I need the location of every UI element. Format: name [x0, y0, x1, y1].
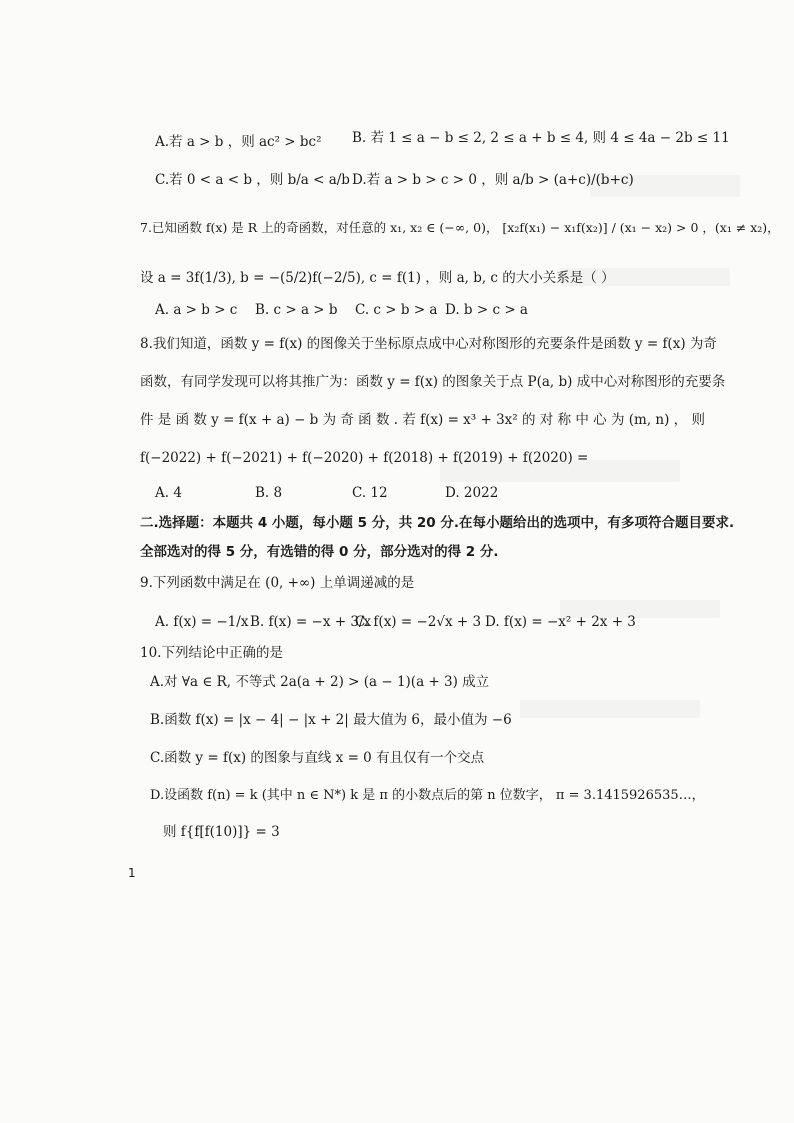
q10-option-d-line1: D.设函数 f(n) = k (其中 n ∈ N*) k 是 π 的小数点后的第 n 位数字， π = 3.1415926535…，	[150, 788, 705, 803]
q7-stem-line2: 设 a = 3f(1/3), b = −(5/2)f(−2/5), c = f(1) ，则 a, b, c 的大小关系是（ ）	[140, 270, 615, 286]
q9-option-a: A. f(x) = −1/x	[155, 614, 249, 630]
q7-stem-line1: 7.已知函数 f(x) 是 R 上的奇函数，对任意的 x₁, x₂ ∈ (−∞, 0)， [x₂f(x₁) − x₁f(x₂)] / (x₁ − x₂) > 0 ，(x₁ ≠ x₂)，	[140, 220, 780, 235]
q7-option-b: B. c > a > b	[255, 302, 338, 318]
q6-option-b: B. 若 1 ≤ a − b ≤ 2, 2 ≤ a + b ≤ 4, 则 4 ≤ 4a − 2b ≤ 11	[352, 130, 730, 146]
section-2-instructions-line1: 二.选择题：本题共 4 小题，每小题 5 分，共 20 分.在每小题给出的选项中，有多项符合题目要求.	[140, 515, 735, 531]
q8-stem-line2: 函数，有同学发现可以将其推广为：函数 y = f(x) 的图象关于点 P(a, b) 成中心对称图形的充要条	[140, 374, 726, 390]
q8-stem-line1: 8.我们知道，函数 y = f(x) 的图像关于坐标原点成中心对称图形的充要条件是函数 y = f(x) 为奇	[140, 336, 717, 352]
q8-option-c: C. 12	[352, 485, 388, 501]
q9-option-d: D. f(x) = −x² + 2x + 3	[485, 614, 636, 630]
q10-option-d-line2: 则 f{f[f(10)]} = 3	[163, 824, 280, 840]
q6-option-a: A.若 a > b ，则 ac² > bc²	[155, 134, 322, 150]
q6-option-c: C.若 0 < a < b ，则 b/a < a/b	[155, 172, 350, 188]
scan-shadow	[520, 700, 700, 718]
page-number: 1	[128, 866, 136, 880]
q7-option-a: A. a > b > c	[155, 302, 238, 318]
q10-option-c: C.函数 y = f(x) 的图象与直线 x = 0 有且仅有一个交点	[150, 750, 485, 766]
q8-option-d: D. 2022	[445, 485, 499, 501]
q8-option-a: A. 4	[155, 485, 182, 501]
q10-option-a: A.对 ∀a ∈ R, 不等式 2a(a + 2) > (a − 1)(a + 3) 成立	[150, 674, 490, 690]
q8-option-b: B. 8	[255, 485, 283, 501]
section-2-instructions-line2: 全部选对的得 5 分，有选错的得 0 分，部分选对的得 2 分.	[140, 544, 499, 560]
q6-option-d: D.若 a > b > c > 0 ，则 a/b > (a+c)/(b+c)	[352, 172, 634, 188]
q7-option-c: C. c > b > a	[355, 302, 438, 318]
q9-stem: 9.下列函数中满足在 (0, +∞) 上单调递减的是	[140, 575, 415, 591]
q10-stem: 10.下列结论中正确的是	[140, 645, 283, 661]
q8-stem-line3: 件 是 函 数 y = f(x + a) − b 为 奇 函 数 . 若 f(x) = x³ + 3x² 的 对 称 中 心 为 (m, n) ， 则	[140, 412, 705, 428]
q9-option-b: B. f(x) = −x + 3/x	[250, 614, 372, 630]
q7-option-d: D. b > c > a	[445, 302, 528, 318]
q8-stem-line4: f(−2022) + f(−2021) + f(−2020) + f(2018) + f(2019) + f(2020) =	[140, 450, 589, 466]
q9-option-c: C. f(x) = −2√x + 3	[355, 614, 482, 630]
q10-option-b: B.函数 f(x) = |x − 4| − |x + 2| 最大值为 6，最小值为 −6	[150, 712, 512, 728]
